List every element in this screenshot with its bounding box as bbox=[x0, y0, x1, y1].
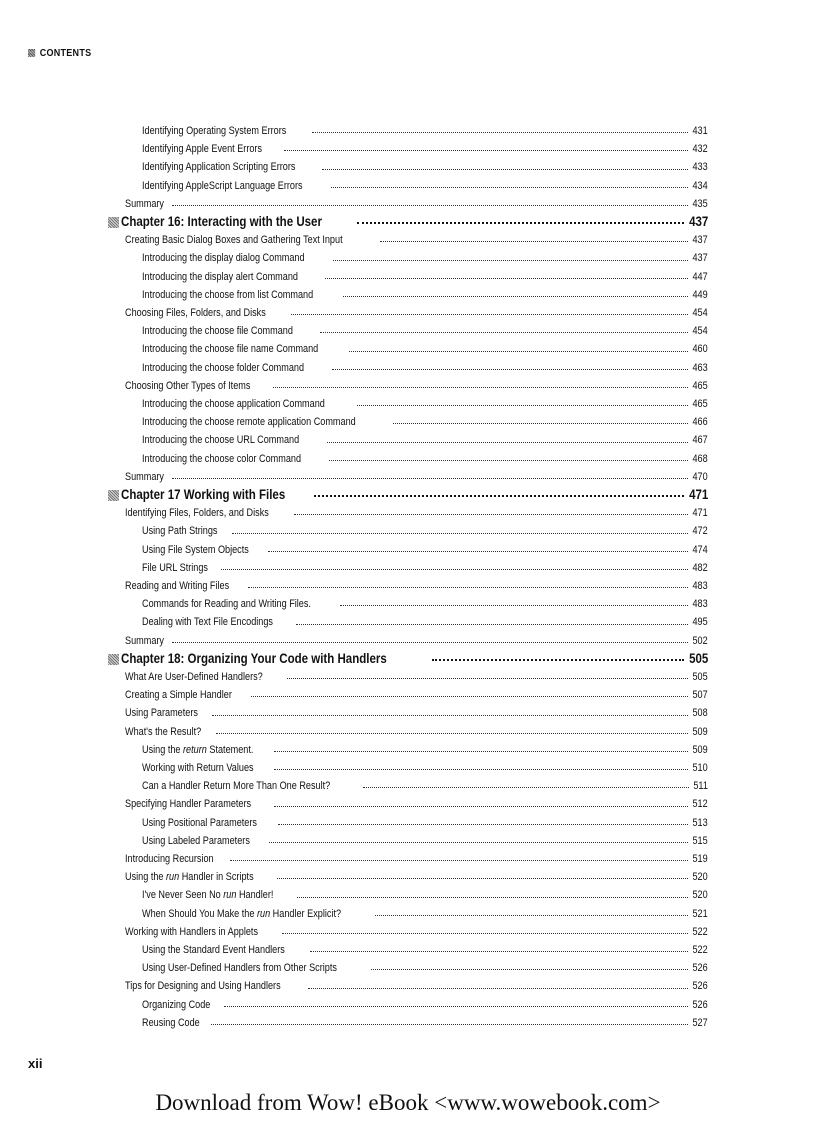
toc-entry-title: Commands for Reading and Writing Files. bbox=[142, 598, 311, 611]
toc-entry bbox=[125, 632, 708, 650]
toc-entry bbox=[142, 541, 708, 559]
dot-leader bbox=[216, 732, 689, 734]
toc-page-number: 522 bbox=[692, 925, 708, 938]
dot-leader bbox=[375, 914, 688, 916]
toc-page-number: 483 bbox=[692, 580, 708, 592]
dot-leader bbox=[310, 950, 688, 952]
dot-leader bbox=[314, 494, 684, 497]
toc-entry-title: Introducing the choose folder Command bbox=[142, 361, 305, 374]
toc-page-number: 449 bbox=[692, 288, 708, 301]
toc-page-number: 463 bbox=[692, 361, 708, 374]
dot-leader bbox=[340, 604, 688, 606]
toc-entry-title bbox=[125, 868, 254, 886]
dot-leader bbox=[274, 805, 689, 807]
header-label: CONTENTS bbox=[39, 47, 92, 59]
toc-entry-title bbox=[142, 905, 341, 923]
toc-entry-title: Introducing the choose application Command bbox=[142, 398, 325, 410]
toc-entry bbox=[142, 450, 708, 468]
toc-page-number: 472 bbox=[692, 525, 708, 538]
toc-entry-title: What's the Result? bbox=[125, 725, 202, 738]
toc-entry bbox=[142, 322, 708, 340]
toc-entry-title: Introducing the display dialog Command bbox=[142, 252, 305, 265]
toc-entry bbox=[142, 431, 708, 449]
dot-leader bbox=[357, 221, 684, 224]
dot-leader bbox=[221, 568, 689, 570]
toc-entry-title: Can a Handler Return More Than One Result? bbox=[142, 780, 331, 793]
page-number: xii bbox=[28, 1056, 43, 1071]
dot-leader bbox=[277, 877, 689, 879]
toc-entry bbox=[142, 595, 708, 613]
dot-leader bbox=[248, 586, 688, 588]
toc-page-number: 433 bbox=[692, 161, 708, 174]
dot-leader bbox=[172, 204, 688, 206]
toc-entry bbox=[125, 231, 708, 249]
toc-entry bbox=[142, 395, 708, 413]
dot-leader bbox=[172, 641, 688, 643]
dot-leader bbox=[273, 386, 688, 388]
dot-leader bbox=[172, 477, 688, 479]
toc-page-number: 474 bbox=[692, 543, 708, 556]
toc-entry-title: Reading and Writing Files bbox=[125, 580, 230, 592]
toc-page-number: 482 bbox=[692, 561, 708, 574]
toc-entry-title: Using the Standard Event Handlers bbox=[142, 944, 285, 956]
toc-page-number: 519 bbox=[692, 853, 708, 865]
toc-title-part: I've Never Seen No bbox=[142, 889, 224, 902]
dot-leader bbox=[363, 786, 689, 788]
toc-entry bbox=[125, 195, 708, 213]
toc-page-number: 509 bbox=[692, 725, 708, 738]
toc-entry bbox=[142, 413, 708, 431]
toc-entry-title: Introducing Recursion bbox=[125, 853, 214, 865]
toc-page-number: 513 bbox=[692, 816, 708, 829]
toc-page-number: 432 bbox=[692, 143, 708, 156]
toc-entry bbox=[142, 613, 708, 631]
toc-entry-title: Reusing Code bbox=[142, 1016, 200, 1029]
toc-entry bbox=[142, 941, 708, 959]
dot-leader bbox=[212, 714, 689, 716]
toc-page-number: 511 bbox=[693, 780, 708, 793]
toc-entry bbox=[125, 850, 708, 868]
dot-leader bbox=[297, 896, 689, 898]
toc-entry bbox=[142, 249, 708, 267]
dot-leader bbox=[357, 404, 689, 406]
dot-leader bbox=[312, 131, 689, 133]
toc-title-part: When Should You Make the bbox=[142, 907, 257, 920]
toc-page-number: 510 bbox=[692, 762, 708, 774]
toc-page-number: 507 bbox=[692, 689, 708, 702]
toc-entry-title: Creating a Simple Handler bbox=[125, 689, 232, 702]
toc-entry-title: Identifying Application Scripting Errors bbox=[142, 161, 296, 174]
toc-entry bbox=[125, 704, 708, 722]
toc-entry-title: Introducing the choose file name Command bbox=[142, 343, 319, 356]
toc-entry-title: Summary bbox=[125, 634, 164, 647]
toc-page-number: 471 bbox=[692, 507, 708, 520]
toc-page-number: 434 bbox=[692, 179, 708, 192]
dot-leader bbox=[296, 623, 688, 625]
toc-entry-title: Creating Basic Dialog Boxes and Gathering Text Input bbox=[125, 234, 343, 247]
toc-entry bbox=[142, 359, 708, 377]
dot-leader bbox=[320, 331, 689, 333]
dot-leader bbox=[393, 422, 689, 424]
toc-title-part: Using the bbox=[125, 871, 167, 884]
toc-page-number: 471 bbox=[688, 487, 708, 502]
toc-entry-title: Using Parameters bbox=[125, 707, 198, 720]
toc-page-number: 454 bbox=[692, 325, 708, 338]
toc-page-number: 505 bbox=[688, 650, 708, 666]
toc-page-number: 508 bbox=[692, 707, 708, 720]
toc-title-italic: run bbox=[223, 889, 237, 902]
toc-entry-title: Choosing Files, Folders, and Disks bbox=[125, 307, 266, 319]
toc-entry-title: Choosing Other Types of Items bbox=[125, 379, 251, 392]
toc-page-number: 502 bbox=[692, 634, 708, 647]
toc-chapter-heading bbox=[108, 213, 708, 231]
toc-entry bbox=[142, 177, 708, 195]
dot-leader bbox=[332, 368, 688, 370]
toc-entry-title: Using File System Objects bbox=[142, 543, 249, 556]
dot-leader bbox=[333, 259, 688, 261]
toc-entry bbox=[142, 777, 708, 795]
chapter-square-icon bbox=[108, 654, 119, 665]
dot-leader bbox=[327, 441, 689, 443]
toc-entry-title: Tips for Designing and Using Handlers bbox=[125, 980, 281, 993]
chapter-square-icon bbox=[108, 217, 119, 228]
toc-entry bbox=[142, 140, 708, 158]
toc-entry-title: Using User-Defined Handlers from Other Scripts bbox=[142, 962, 337, 975]
toc-page-number: 526 bbox=[692, 980, 708, 993]
toc-entry bbox=[142, 886, 708, 904]
toc-entry bbox=[142, 741, 708, 759]
toc-entry bbox=[142, 522, 708, 540]
toc-entry bbox=[125, 868, 708, 886]
dot-leader bbox=[343, 295, 688, 297]
download-footer: Download from Wow! eBook <www.wowebook.com> bbox=[155, 1090, 661, 1115]
dot-leader bbox=[268, 550, 688, 552]
toc-entry bbox=[125, 504, 708, 522]
toc-entry bbox=[125, 977, 708, 995]
toc-page-number: 465 bbox=[692, 398, 708, 410]
toc-page-number: 509 bbox=[692, 743, 708, 756]
toc-entry bbox=[125, 686, 708, 704]
dot-leader bbox=[232, 532, 689, 534]
toc-entry bbox=[142, 814, 708, 832]
dot-leader bbox=[274, 750, 689, 752]
toc-page-number: 466 bbox=[692, 416, 708, 429]
dot-leader bbox=[251, 695, 688, 697]
toc-page-number: 521 bbox=[692, 907, 708, 920]
toc-entry-title: Working with Return Values bbox=[142, 762, 254, 774]
toc-page-number: 447 bbox=[692, 270, 708, 283]
dot-leader bbox=[211, 1023, 688, 1025]
toc-entry-title bbox=[142, 741, 253, 759]
toc-entry-title: Chapter 17 Working with Files bbox=[121, 487, 286, 502]
toc-entry bbox=[125, 795, 708, 813]
toc-entry-title: Introducing the choose color Command bbox=[142, 452, 302, 465]
toc-entry bbox=[125, 923, 708, 941]
toc-entry bbox=[142, 340, 708, 358]
toc-entry-title: Identifying Operating System Errors bbox=[142, 125, 287, 137]
toc-page-number: 470 bbox=[692, 470, 708, 483]
toc-entry-title: Introducing the choose file Command bbox=[142, 325, 293, 338]
chapter-square-icon bbox=[108, 490, 119, 501]
toc-title-part: Handler in Scripts bbox=[179, 871, 254, 884]
toc-entry-title: File URL Strings bbox=[142, 561, 208, 574]
toc-entry bbox=[142, 559, 708, 577]
dot-leader bbox=[282, 932, 689, 934]
toc-entry-title: Introducing the display alert Command bbox=[142, 270, 298, 283]
toc-entry bbox=[142, 268, 708, 286]
dot-leader bbox=[278, 823, 689, 825]
toc-page-number: 512 bbox=[692, 798, 708, 811]
toc-page-number: 437 bbox=[692, 252, 708, 265]
toc-entry-title: Using Path Strings bbox=[142, 525, 218, 538]
toc-page-number: 505 bbox=[692, 671, 708, 683]
toc-title-italic: run bbox=[256, 907, 271, 920]
toc-entry-title: Dealing with Text File Encodings bbox=[142, 616, 274, 629]
toc-entry-title: Summary bbox=[125, 197, 164, 210]
toc-page-number: 520 bbox=[692, 889, 708, 902]
dot-leader bbox=[294, 513, 688, 515]
toc-entry bbox=[125, 577, 708, 595]
toc-page-number: 483 bbox=[692, 598, 708, 611]
toc-entry-title: Identifying Files, Folders, and Disks bbox=[125, 507, 269, 520]
toc-page-number: 527 bbox=[692, 1016, 708, 1029]
toc-page-number: 495 bbox=[692, 616, 708, 629]
toc-page-number: 526 bbox=[692, 998, 708, 1011]
toc-entry-title: Working with Handlers in Applets bbox=[125, 925, 259, 938]
toc-entry-title: Organizing Code bbox=[142, 998, 211, 1011]
toc-page-number: 467 bbox=[692, 434, 708, 447]
toc-entry bbox=[125, 723, 708, 741]
dot-leader bbox=[269, 841, 688, 843]
dot-leader bbox=[331, 186, 689, 188]
toc-entry bbox=[125, 668, 708, 686]
toc-entry bbox=[142, 959, 708, 977]
dot-leader bbox=[230, 859, 688, 861]
toc-entry-title: Chapter 18: Organizing Your Code with Handlers bbox=[121, 650, 387, 666]
dot-leader bbox=[380, 240, 688, 242]
toc-entry bbox=[125, 468, 708, 486]
toc-page-number: 460 bbox=[692, 343, 708, 356]
toc-entry bbox=[142, 759, 708, 777]
toc-title-italic: return bbox=[183, 743, 207, 756]
toc-title-part: Handler! bbox=[236, 889, 274, 902]
toc-entry-title: Specifying Handler Parameters bbox=[125, 798, 252, 811]
toc-chapter-heading bbox=[108, 486, 708, 504]
toc-entry bbox=[125, 304, 708, 322]
toc-entry bbox=[142, 286, 708, 304]
dot-leader bbox=[287, 677, 688, 679]
toc-title-part: Statement. bbox=[206, 743, 254, 756]
dot-leader bbox=[325, 277, 688, 279]
dot-leader bbox=[432, 658, 684, 661]
toc-page-number: 468 bbox=[692, 452, 708, 465]
toc-entry bbox=[142, 158, 708, 176]
toc-page-number: 435 bbox=[692, 197, 708, 210]
toc-entry-title: Identifying AppleScript Language Errors bbox=[142, 179, 303, 192]
toc-entry-title: Using Positional Parameters bbox=[142, 816, 257, 829]
toc-entry-title: Using Labeled Parameters bbox=[142, 834, 250, 847]
toc-entry-title: Chapter 16: Interacting with the User bbox=[121, 214, 322, 229]
toc-entry bbox=[142, 832, 708, 850]
toc-page-number: 465 bbox=[692, 379, 708, 392]
toc-page-number: 437 bbox=[692, 234, 708, 247]
toc-entry bbox=[142, 1014, 708, 1032]
toc-title-part: Using the bbox=[142, 743, 184, 756]
dot-leader bbox=[284, 149, 689, 151]
toc-title-part: Handler Explicit? bbox=[270, 907, 342, 920]
toc-entry-title bbox=[142, 886, 273, 904]
toc-title-italic: run bbox=[166, 871, 180, 884]
dot-leader bbox=[291, 313, 689, 315]
toc-page-number: 526 bbox=[692, 962, 708, 975]
toc-entry-title: Identifying Apple Event Errors bbox=[142, 143, 263, 156]
toc-page-number: 454 bbox=[692, 307, 708, 319]
toc-entry-title: What Are User-Defined Handlers? bbox=[125, 671, 263, 683]
dot-leader bbox=[308, 987, 688, 989]
header-square-icon bbox=[28, 49, 35, 57]
dot-leader bbox=[371, 968, 689, 970]
toc-page-number: 437 bbox=[688, 214, 708, 229]
dot-leader bbox=[349, 350, 688, 352]
toc-chapter-heading bbox=[108, 650, 708, 668]
dot-leader bbox=[322, 168, 688, 170]
toc-entry bbox=[125, 377, 708, 395]
toc-entry-title: Summary bbox=[125, 470, 164, 483]
toc-page-number: 431 bbox=[692, 125, 708, 137]
toc-page-number: 520 bbox=[692, 871, 708, 884]
toc-page-number: 522 bbox=[692, 944, 708, 956]
running-header bbox=[28, 47, 91, 59]
dot-leader bbox=[224, 1005, 689, 1007]
toc-entry bbox=[142, 122, 708, 140]
dot-leader bbox=[329, 459, 688, 461]
dot-leader bbox=[274, 768, 689, 770]
toc-entry bbox=[142, 996, 708, 1014]
toc-entry-title: Introducing the choose remote application Command bbox=[142, 416, 356, 429]
toc-entry bbox=[142, 905, 708, 923]
toc-entry-title: Introducing the choose from list Command bbox=[142, 288, 314, 301]
toc-entry-title: Introducing the choose URL Command bbox=[142, 434, 300, 447]
toc-page-number: 515 bbox=[692, 834, 708, 847]
